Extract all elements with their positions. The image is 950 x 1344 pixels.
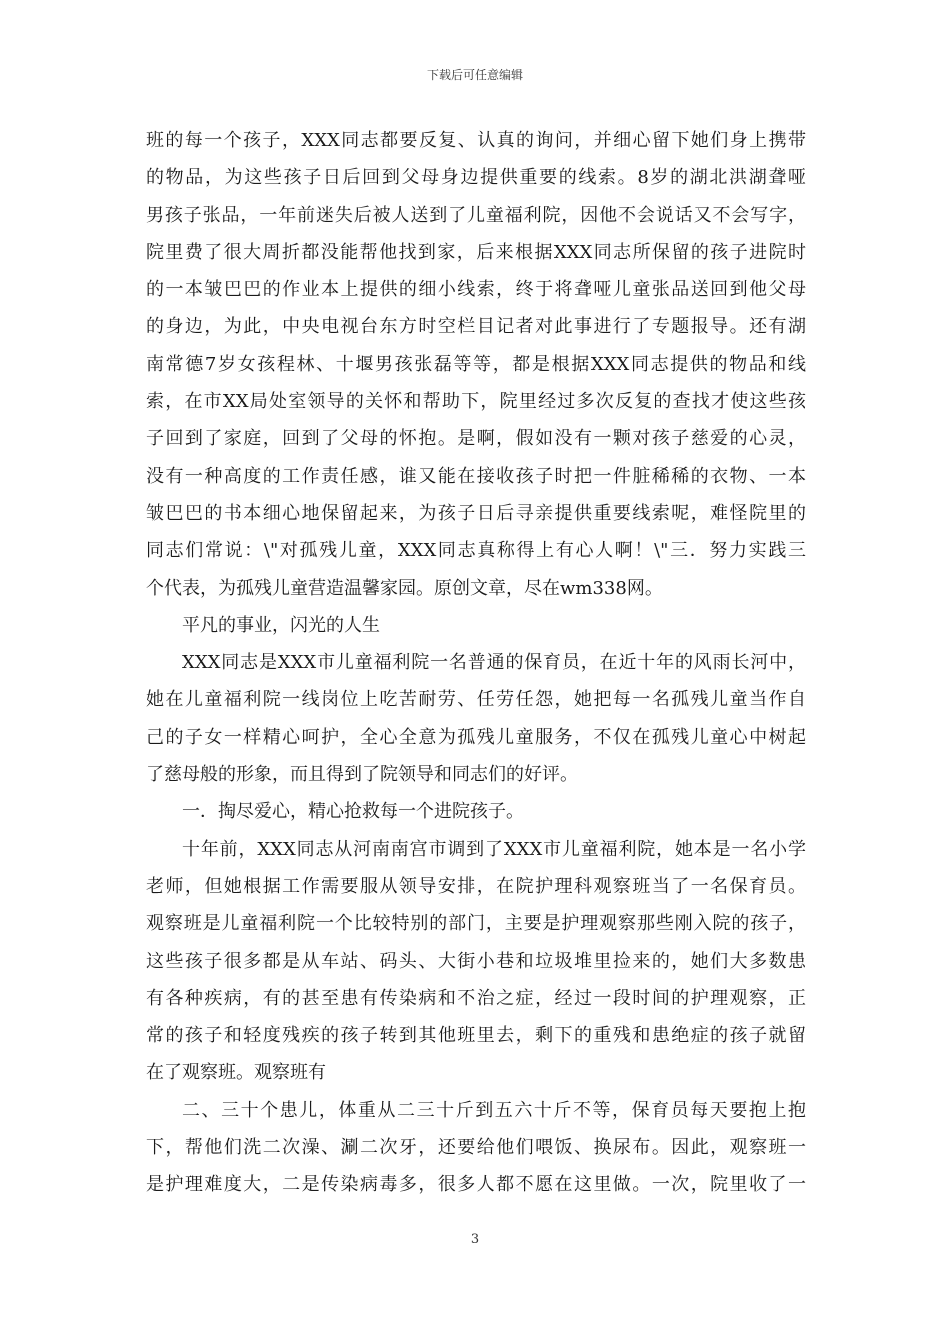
- text-line: 同志们常说：\"对孤残儿童，XXX同志真称得上有心人啊！\"三．努力实践三: [146, 540, 806, 562]
- text-line: 一．掏尽爱心，精心抢救每一个进院孩子。: [182, 801, 524, 823]
- text-line: 的一本皱巴巴的作业本上提供的细小线索，终于将聋哑儿童张品送回到他父母: [146, 279, 806, 301]
- text-line: 班的每一个孩子，XXX同志都要反复、认真的询问，并细心留下她们身上携带: [146, 130, 806, 151]
- text-line: 在了观察班。观察班有: [146, 1062, 326, 1084]
- text-line: 院里费了很大周折都没能帮他找到家，后来根据XXX同志所保留的孩子进院时: [146, 241, 806, 263]
- text-line: 观察班是儿童福利院一个比较特别的部门，主要是护理观察那些刚入院的孩子，: [146, 913, 806, 935]
- text-line: 南常德7岁女孩程林、十堰男孩张磊等等，都是根据XXX同志提供的物品和线: [146, 353, 806, 375]
- text-line: 十年前，XXX同志从河南南宫市调到了XXX市儿童福利院，她本是一名小学: [182, 838, 806, 860]
- text-line: 索，在市XX局处室领导的关怀和帮助下，院里经过多次反复的查找才使这些孩: [146, 391, 806, 413]
- text-line: 是护理难度大，二是传染病毒多，很多人都不愿在这里做。一次，院里收了一: [146, 1174, 806, 1196]
- text-line: 这些孩子很多都是从车站、码头、大街小巷和垃圾堆里捡来的，她们大多数患: [146, 950, 806, 972]
- text-line: 的身边，为此，中央电视台东方时空栏目记者对此事进行了专题报导。还有湖: [146, 316, 806, 338]
- document-body: [146, 122, 806, 1204]
- text-line: 下，帮他们洗二次澡、涮二次牙，还要给他们喂饭、换尿布。因此，观察班一: [146, 1137, 806, 1159]
- text-line: 二、三十个患儿，体重从二三十斤到五六十斤不等，保育员每天要抱上抱: [182, 1099, 806, 1121]
- text-line: 子回到了家庭，回到了父母的怀抱。是啊，假如没有一颗对孩子慈爱的心灵，: [146, 428, 806, 450]
- text-line: 己的子女一样精心呵护，全心全意为孤残儿童服务，不仅在孤残儿童心中树起: [146, 726, 806, 748]
- text-line: 老师，但她根据工作需要服从领导安排，在院护理科观察班当了一名保育员。: [146, 875, 806, 897]
- text-line: 男孩子张品，一年前迷失后被人送到了儿童福利院，因他不会说话又不会写字，: [146, 204, 806, 226]
- page-header: 下载后可任意编辑: [426, 68, 523, 82]
- text-line: 皱巴巴的书本细心地保留起来，为孩子日后寻亲提供重要线索呢，难怪院里的: [146, 502, 806, 524]
- text-line: 了慈母般的形象，而且得到了院领导和同志们的好评。: [146, 764, 578, 786]
- text-line: 有各种疾病，有的甚至患有传染病和不治之症，经过一段时间的护理观察，正: [146, 987, 806, 1009]
- text-line: 个代表，为孤残儿童营造温馨家园。原创文章，尽在wm338网。: [146, 577, 663, 599]
- page-number: 3: [470, 1232, 480, 1247]
- text-line: 没有一种高度的工作责任感，谁又能在接收孩子时把一件脏稀稀的衣物、一本: [146, 465, 806, 487]
- text-line: XXX同志是XXX市儿童福利院一名普通的保育员，在近十年的风雨长河中，: [182, 652, 806, 674]
- text-line: 她在儿童福利院一线岗位上吃苦耐劳、任劳任怨，她把每一名孤残儿童当作自: [146, 689, 806, 711]
- text-line: 常的孩子和轻度残疾的孩子转到其他班里去，剩下的重残和患绝症的孩子就留: [146, 1025, 806, 1047]
- text-line: 的物品，为这些孩子日后回到父母身边提供重要的线索。8岁的湖北洪湖聋哑: [146, 167, 806, 189]
- text-line: 平凡的事业，闪光的人生: [182, 614, 380, 636]
